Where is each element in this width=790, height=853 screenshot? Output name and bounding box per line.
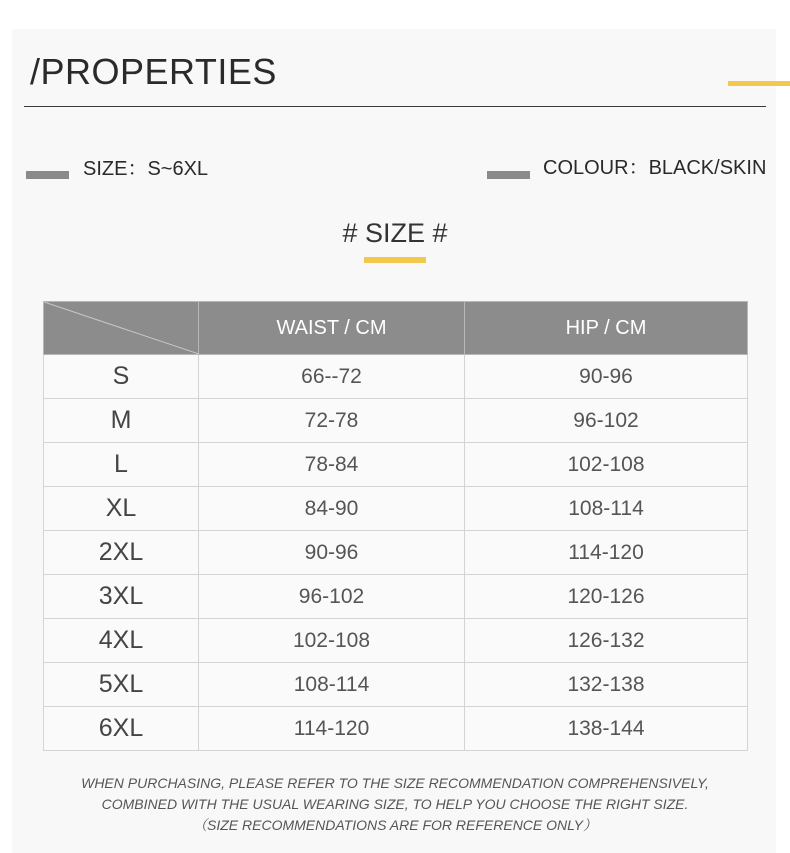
waist-cell: 66--72 — [199, 355, 465, 399]
table-row — [44, 355, 748, 399]
colour-spec-marker — [487, 171, 530, 179]
size-label-cell: M — [44, 399, 199, 443]
size-label-cell: 3XL — [44, 575, 199, 619]
corner-header-cell — [44, 302, 199, 355]
table-row — [44, 575, 748, 619]
hip-column-header: HIP / CM — [465, 302, 748, 355]
hip-cell: 132-138 — [465, 663, 748, 707]
size-heading: # SIZE # — [342, 218, 448, 248]
waist-cell: 72-78 — [199, 399, 465, 443]
size-chart-table — [43, 301, 748, 751]
size-label-cell: XL — [44, 487, 199, 531]
size-label-cell: 5XL — [44, 663, 199, 707]
size-label-cell: 6XL — [44, 707, 199, 751]
colour-spec: COLOUR：BLACK/SKIN — [543, 157, 767, 179]
size-label-cell: L — [44, 443, 199, 487]
hip-cell: 126-132 — [465, 619, 748, 663]
size-label-cell: 4XL — [44, 619, 199, 663]
hip-cell: 114-120 — [465, 531, 748, 575]
waist-cell: 96-102 — [199, 575, 465, 619]
diagonal-line-icon — [44, 302, 199, 354]
size-heading-underline — [364, 257, 426, 263]
size-spec: SIZE：S~6XL — [83, 158, 209, 180]
table-row — [44, 663, 748, 707]
hip-cell: 120-126 — [465, 575, 748, 619]
hip-cell: 96-102 — [465, 399, 748, 443]
table-row — [44, 619, 748, 663]
waist-cell: 84-90 — [199, 487, 465, 531]
hip-cell: 108-114 — [465, 487, 748, 531]
footnote-line-2: COMBINED WITH THE USUAL WEARING SIZE, TO HELP YOU CHOOSE THE RIGHT SIZE. — [101, 796, 689, 812]
table-row — [44, 707, 748, 751]
footnote-line-1: WHEN PURCHASING, PLEASE REFER TO THE SIZE RECOMMENDATION COMPREHENSIVELY, — [81, 775, 709, 791]
size-label-cell: 2XL — [44, 531, 199, 575]
waist-cell: 114-120 — [199, 707, 465, 751]
size-spec-marker — [26, 171, 69, 179]
waist-cell: 108-114 — [199, 663, 465, 707]
hip-cell: 138-144 — [465, 707, 748, 751]
waist-column-header: WAIST / CM — [199, 302, 465, 355]
size-label-cell: S — [44, 355, 199, 399]
table-row — [44, 487, 748, 531]
accent-bar — [728, 81, 790, 86]
hip-cell: 90-96 — [465, 355, 748, 399]
table-row — [44, 531, 748, 575]
title-divider — [24, 106, 766, 107]
table-row — [44, 399, 748, 443]
footnote-line-3: （SIZE RECOMMENDATIONS ARE FOR REFERENCE ONLY） — [193, 817, 597, 833]
waist-cell: 90-96 — [199, 531, 465, 575]
waist-cell: 78-84 — [199, 443, 465, 487]
table-row — [44, 443, 748, 487]
page-title: /PROPERTIES — [30, 51, 277, 92]
waist-cell: 102-108 — [199, 619, 465, 663]
hip-cell: 102-108 — [465, 443, 748, 487]
table-header-row — [44, 302, 748, 355]
